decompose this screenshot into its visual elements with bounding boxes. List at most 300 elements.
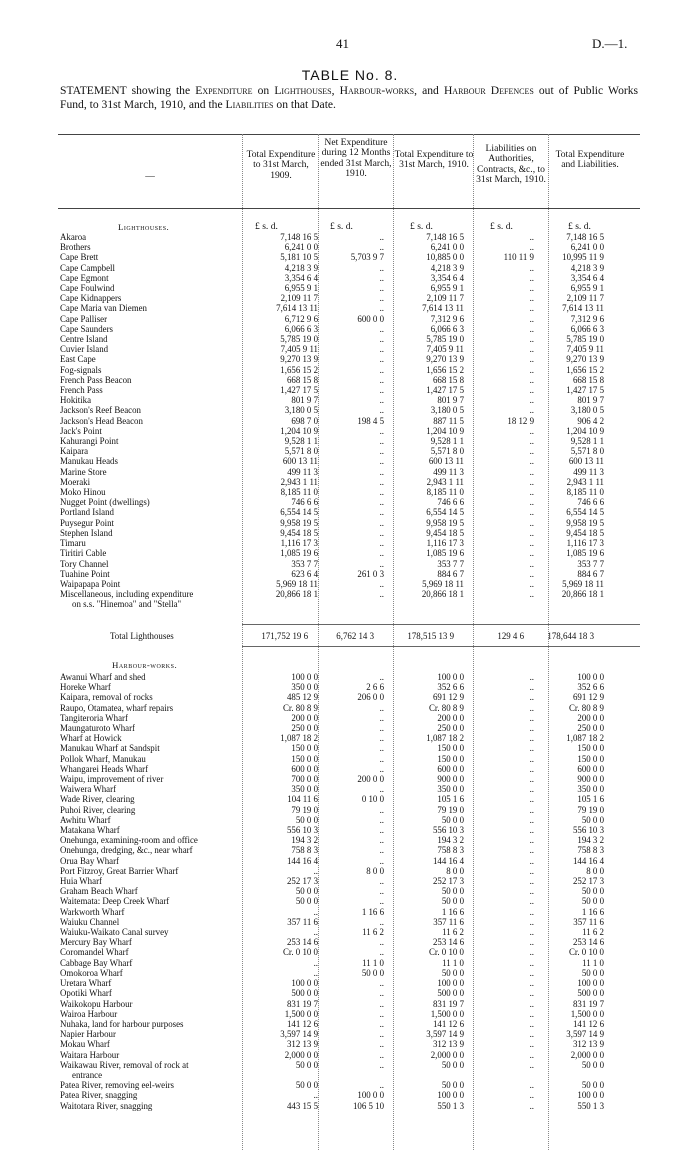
row-value: Cr. 80 8 9	[428, 702, 464, 713]
row-value: 141 12 6	[572, 1018, 604, 1029]
row-value: 7,312 9 6	[430, 313, 464, 324]
row-value: 5,571 8 0	[284, 446, 318, 457]
row-value: ..	[379, 743, 384, 754]
row-value: 1,656 15 2	[426, 364, 464, 375]
row-value: ..	[529, 927, 534, 938]
row-value: ..	[529, 998, 534, 1009]
row-value: ..	[529, 527, 534, 538]
total-value: 178,515 13 9	[407, 631, 454, 641]
table-row	[60, 385, 604, 395]
row-value: ..	[379, 344, 384, 355]
row-value: ..	[379, 896, 384, 907]
row-value: 623 6 4	[291, 568, 318, 579]
row-label: Raupo, Otamatea, wharf repairs	[60, 702, 174, 713]
row-value: 50 0 0	[295, 814, 318, 825]
row-label: Fog-signals	[60, 364, 102, 375]
row-value: 50 0 0	[361, 967, 384, 978]
table-row	[60, 252, 604, 262]
row-label: Cape Brett	[60, 252, 99, 263]
row-label: Port Fitzroy, Great Barrier Wharf	[60, 865, 179, 876]
row-value: 4,218 3 9	[284, 262, 318, 273]
row-label: Napier Harbour	[60, 1029, 116, 1040]
row-value: 50 0 0	[441, 886, 464, 897]
row-value: 353 7 7	[437, 558, 464, 569]
row-value: 100 0 0	[291, 672, 318, 682]
row-value: 5,571 8 0	[430, 446, 464, 457]
row-value: 150 0 0	[577, 753, 604, 764]
row-value: ..	[379, 364, 384, 375]
table-row	[60, 886, 604, 896]
row-value: 252 17 3	[572, 876, 604, 887]
row-label: Waiuku-Waikato Canal survey	[60, 927, 169, 938]
row-label: Jackson's Head Beacon	[60, 415, 143, 426]
table-row	[60, 579, 604, 589]
row-value: 1,500 0 0	[430, 1008, 464, 1019]
lighthouses-table	[60, 232, 604, 610]
row-label: Moeraki	[60, 476, 91, 487]
row-value: ..	[529, 692, 534, 703]
row-label: Cape Campbell	[60, 262, 115, 273]
row-value: 50 0 0	[581, 886, 604, 897]
table-row	[60, 589, 604, 599]
row-value: ..	[529, 487, 534, 498]
row-value: 50 0 0	[441, 1080, 464, 1091]
row-label: Waitara Harbour	[60, 1049, 120, 1060]
table-row	[60, 856, 604, 866]
row-value: ..	[313, 1090, 318, 1101]
row-value: ..	[379, 723, 384, 734]
row-label: Portland Island	[60, 507, 114, 518]
row-value: 499 11 3	[573, 466, 604, 477]
row-label: Cape Foulwind	[60, 283, 115, 294]
table-row	[60, 518, 604, 528]
row-value: 556 10 3	[432, 825, 464, 836]
row-value: ..	[529, 405, 534, 416]
row-value: 100 0 0	[437, 978, 464, 989]
row-value: 900 0 0	[577, 774, 604, 785]
row-value: Cr. 0 10 0	[568, 947, 604, 958]
row-value: 801 9 7	[291, 395, 318, 406]
row-value: ..	[379, 855, 384, 866]
row-value: 353 7 7	[291, 558, 318, 569]
row-value: 1,204 10 9	[280, 425, 318, 436]
row-value: 250 0 0	[437, 723, 464, 734]
row-value: 350 0 0	[437, 784, 464, 795]
row-value: 550 1 3	[577, 1100, 604, 1111]
row-value: 668 15 8	[286, 374, 318, 385]
row-value: ..	[529, 364, 534, 375]
table-row	[60, 1029, 604, 1039]
statement-text: Lighthouses, Harbour-works,	[274, 84, 417, 97]
table-row	[60, 947, 604, 957]
row-value: 11 6 2	[362, 927, 384, 938]
row-value: ..	[379, 578, 384, 589]
row-value: ..	[529, 548, 534, 559]
row-label: East Cape	[60, 354, 96, 365]
statement-text: Harbour Defences	[443, 84, 534, 97]
row-value: 9,270 13 9	[280, 354, 318, 365]
row-label: Onehunga, dredging, &c., near wharf	[60, 845, 193, 856]
row-label: Nugget Point (dwellings)	[60, 497, 150, 508]
statement-heading	[60, 84, 638, 112]
harbour-works-table	[60, 672, 604, 1111]
column-header-total-1909: Total Expenditure to 31st March, 1909.	[246, 149, 316, 181]
row-value: ..	[529, 395, 534, 406]
table-row	[60, 968, 604, 978]
table-row	[60, 999, 604, 1009]
table-row	[60, 805, 604, 815]
row-value: 8,185 11 0	[566, 487, 604, 498]
row-value: ..	[379, 835, 384, 846]
row-value: 2,000 0 0	[284, 1049, 318, 1060]
row-value: 758 8 3	[577, 845, 604, 856]
currency-units: £ s. d.	[255, 221, 278, 232]
table-row	[60, 1039, 604, 1049]
row-label: Wharf at Howick	[60, 733, 122, 744]
row-value: ..	[529, 446, 534, 457]
table-row	[60, 446, 604, 456]
row-value: 352 6 6	[577, 682, 604, 693]
row-value: 150 0 0	[437, 743, 464, 754]
column-header-total-1910: Total Expenditure to 31st March, 1910.	[394, 149, 474, 171]
header-bottom-rule	[58, 208, 640, 209]
row-value: 194 3 2	[577, 835, 604, 846]
row-value: ..	[379, 272, 384, 283]
row-label: Manukau Heads	[60, 456, 118, 467]
row-value: 1,427 17 5	[566, 385, 604, 396]
row-value: 831 19 7	[286, 998, 318, 1009]
row-value: ..	[379, 937, 384, 948]
row-value: 2,000 0 0	[570, 1049, 604, 1060]
row-value: 887 11 5	[433, 415, 464, 426]
row-value: 1,427 17 5	[280, 385, 318, 396]
row-value: ..	[529, 957, 534, 968]
table-row	[60, 825, 604, 835]
row-label: Patea River, snagging	[60, 1090, 138, 1101]
row-value: 9,270 13 9	[566, 354, 604, 365]
row-value: 1,085 19 6	[426, 548, 464, 559]
table-row	[60, 1050, 604, 1060]
row-label: Cape Maria van Diemen	[60, 303, 147, 314]
row-value: 11 1 0	[442, 957, 464, 968]
table-row	[60, 559, 604, 569]
row-value: 106 5 10	[352, 1100, 384, 1111]
row-value: 1,427 17 5	[426, 385, 464, 396]
row-value: ..	[529, 568, 534, 579]
table-row	[60, 703, 604, 713]
row-value: 9,528 1 1	[570, 436, 604, 447]
row-value: 499 11 3	[287, 466, 318, 477]
row-value: 253 14 6	[286, 937, 318, 948]
row-value: 485 12 9	[286, 692, 318, 703]
table-row	[60, 988, 604, 998]
table-row	[60, 845, 604, 855]
row-value: 150 0 0	[577, 743, 604, 754]
row-value: ..	[529, 763, 534, 774]
table-title: TABLE No. 8.	[301, 67, 399, 83]
row-label: Tory Channel	[60, 558, 109, 569]
row-value: ..	[529, 436, 534, 447]
row-label: Patea River, removing eel-weirs	[60, 1080, 174, 1091]
row-label: Cuvier Island	[60, 344, 109, 355]
table-row	[60, 426, 604, 436]
section-heading-lighthouses: Lighthouses.	[118, 222, 170, 232]
row-value: 8 0 0	[586, 865, 604, 876]
table-row	[60, 528, 604, 538]
row-value: 746 6 6	[291, 497, 318, 508]
row-value: ..	[529, 558, 534, 569]
row-value: 253 14 6	[432, 937, 464, 948]
row-value: ..	[313, 967, 318, 978]
table-row	[60, 599, 604, 609]
row-value: 105 1 6	[577, 794, 604, 805]
row-value: 144 16 4	[286, 855, 318, 866]
row-value: Cr. 80 8 9	[568, 702, 604, 713]
row-value: 50 0 0	[441, 1059, 464, 1070]
row-value: 2 6 6	[366, 682, 384, 693]
table-row	[60, 344, 604, 354]
row-value: 550 1 3	[437, 1100, 464, 1111]
row-value: ..	[529, 242, 534, 253]
row-value: ..	[529, 293, 534, 304]
row-value: ..	[379, 558, 384, 569]
row-value: ..	[379, 947, 384, 958]
row-value: 2,109 11 7	[280, 293, 318, 304]
row-label: Wade River, clearing	[60, 794, 135, 805]
row-value: 5,969 18 11	[276, 578, 318, 589]
table-row	[60, 436, 604, 446]
row-value: 357 11 6	[573, 916, 604, 927]
row-value: ..	[379, 405, 384, 416]
table-row	[60, 958, 604, 968]
row-value: 50 0 0	[295, 1080, 318, 1091]
row-value: 2,000 0 0	[430, 1049, 464, 1060]
row-label: Waiuku Channel	[60, 916, 120, 927]
row-value: ..	[529, 1100, 534, 1111]
row-value: ..	[529, 835, 534, 846]
row-value: 50 0 0	[581, 896, 604, 907]
row-value: ..	[529, 538, 534, 549]
row-value: 100 0 0	[437, 672, 464, 682]
table-row	[60, 866, 604, 876]
row-label: Centre Island	[60, 334, 108, 345]
row-value: 18 12 9	[507, 415, 534, 426]
row-value: 1,087 18 2	[426, 733, 464, 744]
row-value: ..	[529, 774, 534, 785]
row-value: ..	[379, 374, 384, 385]
row-value: ..	[529, 947, 534, 958]
row-value: 252 17 3	[286, 876, 318, 887]
row-value: 5,785 19 0	[426, 334, 464, 345]
row-value	[384, 599, 464, 609]
row-value: ..	[529, 589, 534, 600]
row-value: ..	[379, 1039, 384, 1050]
table-row	[60, 723, 604, 733]
row-value: ..	[379, 988, 384, 999]
row-value: ..	[379, 354, 384, 365]
table-row	[60, 456, 604, 466]
row-value: ..	[529, 825, 534, 836]
row-value: 1 16 6	[441, 906, 464, 917]
row-value: Cr. 80 8 9	[282, 702, 318, 713]
row-value: 2,943 1 11	[280, 476, 318, 487]
row-value: 746 6 6	[437, 497, 464, 508]
row-value: ..	[529, 425, 534, 436]
row-value: ..	[529, 1049, 534, 1060]
row-value: 600 0 0	[291, 763, 318, 774]
row-value: 6,955 9 1	[284, 283, 318, 294]
row-value: 1,085 19 6	[566, 548, 604, 559]
row-label: Warkworth Wharf	[60, 906, 125, 917]
table-row	[60, 242, 604, 252]
row-value: 104 11 6	[287, 794, 318, 805]
row-value: 691 12 9	[572, 692, 604, 703]
row-value: ..	[379, 446, 384, 457]
row-label: Graham Beach Wharf	[60, 886, 138, 897]
row-label: Waiwera Wharf	[60, 784, 117, 795]
row-value: 556 10 3	[572, 825, 604, 836]
row-label: on s.s. "Hinemoa" and "Stella"	[72, 599, 182, 610]
table-row	[60, 917, 604, 927]
table-row	[60, 467, 604, 477]
row-value: 6,066 6 3	[284, 323, 318, 334]
row-value: ..	[529, 855, 534, 866]
row-value: ..	[379, 804, 384, 815]
row-value: 10,885 0 0	[426, 252, 464, 263]
row-label: Tuahine Point	[60, 568, 110, 579]
row-label: entrance	[72, 1069, 103, 1080]
row-value: 50 0 0	[295, 896, 318, 907]
row-value: 194 3 2	[437, 835, 464, 846]
row-label: Puysegur Point	[60, 517, 114, 528]
row-value: ..	[379, 232, 384, 242]
row-label: Jackson's Reef Beacon	[60, 405, 141, 416]
row-value: ..	[529, 354, 534, 365]
table-row	[60, 538, 604, 548]
row-value: 500 0 0	[577, 988, 604, 999]
lighthouses-total-row	[60, 631, 594, 641]
row-value: 144 16 4	[432, 855, 464, 866]
table-row	[60, 477, 604, 487]
row-value: Cr. 0 10 0	[428, 947, 464, 958]
row-label: Jack's Point	[60, 425, 102, 436]
table-row	[60, 937, 604, 947]
row-value: ..	[379, 998, 384, 1009]
row-value: 831 19 7	[572, 998, 604, 1009]
row-value: 200 0 0	[437, 712, 464, 723]
row-label: Tiritiri Cable	[60, 548, 107, 559]
row-value: 443 15 5	[286, 1100, 318, 1111]
statement-text: Expenditure	[195, 84, 253, 97]
table-row	[60, 907, 604, 917]
row-value: 6,241 0 0	[284, 242, 318, 253]
row-value: 8 0 0	[366, 865, 384, 876]
row-value: 1 16 6	[581, 906, 604, 917]
row-value: 7,312 9 6	[570, 313, 604, 324]
row-value: 1,087 18 2	[280, 733, 318, 744]
row-value: ..	[529, 672, 534, 682]
row-label: Stephen Island	[60, 527, 113, 538]
row-value: 8,185 11 0	[426, 487, 464, 498]
row-value	[534, 599, 604, 609]
table-row	[60, 395, 604, 405]
row-value	[250, 599, 318, 609]
table-row	[60, 927, 604, 937]
row-value: 350 0 0	[291, 784, 318, 795]
table-row	[60, 507, 604, 517]
column-header-total-with-liabilities: Total Expenditure and Liabilities.	[555, 149, 625, 171]
row-value: 8,185 11 0	[280, 487, 318, 498]
row-label: Awanui Wharf and shed	[60, 672, 146, 682]
row-value: 250 0 0	[291, 723, 318, 734]
row-value: 668 15 8	[432, 374, 464, 385]
row-value: 9,528 1 1	[430, 436, 464, 447]
row-value	[534, 1070, 604, 1080]
row-value: 357 11 6	[287, 916, 318, 927]
row-value: 758 8 3	[291, 845, 318, 856]
row-value: ..	[379, 1049, 384, 1060]
row-value: 5,785 19 0	[566, 334, 604, 345]
row-label: Waipapapa Point	[60, 578, 121, 589]
row-value: 50 0 0	[581, 814, 604, 825]
row-value: 3,597 14 9	[426, 1029, 464, 1040]
row-value: ..	[379, 845, 384, 856]
row-value: 312 13 9	[286, 1039, 318, 1050]
row-value: ..	[379, 763, 384, 774]
row-value: 9,454 18 5	[426, 527, 464, 538]
row-label: Horeke Wharf	[60, 682, 111, 693]
row-value: ..	[529, 896, 534, 907]
row-value: ..	[379, 1029, 384, 1040]
row-value: ..	[529, 865, 534, 876]
row-value: 198 4 5	[357, 415, 384, 426]
row-value: ..	[379, 476, 384, 487]
row-value: 6,712 9 6	[284, 313, 318, 324]
currency-units: £ s. d.	[490, 221, 513, 232]
table-row	[60, 365, 604, 375]
table-row	[60, 1019, 604, 1029]
page-number: 41	[336, 36, 349, 51]
row-label: Mokau Wharf	[60, 1039, 110, 1050]
table-row	[60, 375, 604, 385]
row-value: 884 6 7	[437, 568, 464, 579]
row-value: ..	[379, 436, 384, 447]
row-value: 5,181 10 5	[280, 252, 318, 263]
row-value: ..	[529, 507, 534, 518]
row-value: ..	[379, 293, 384, 304]
row-label: Hokitika	[60, 395, 92, 406]
row-value: 100 0 0	[577, 672, 604, 682]
row-value: 600 0 0	[437, 763, 464, 774]
row-value: ..	[379, 876, 384, 887]
row-value: 556 10 3	[286, 825, 318, 836]
table-row	[60, 1070, 604, 1080]
column-header-net-expenditure: Net Expenditure during 12 Months ended 31st March, 1910.	[320, 137, 392, 180]
row-value: ..	[529, 712, 534, 723]
row-value: ..	[379, 733, 384, 744]
row-value: 7,614 13 11	[276, 303, 318, 314]
row-value: ..	[529, 374, 534, 385]
table-row	[60, 774, 604, 784]
row-value: 7,405 9 11	[566, 344, 604, 355]
row-value: 700 0 0	[291, 774, 318, 785]
row-value: 100 0 0	[291, 978, 318, 989]
row-value: 9,454 18 5	[280, 527, 318, 538]
row-value: ..	[379, 527, 384, 538]
row-value: ..	[529, 497, 534, 508]
row-value: 1,500 0 0	[570, 1008, 604, 1019]
row-value: ..	[379, 1008, 384, 1019]
